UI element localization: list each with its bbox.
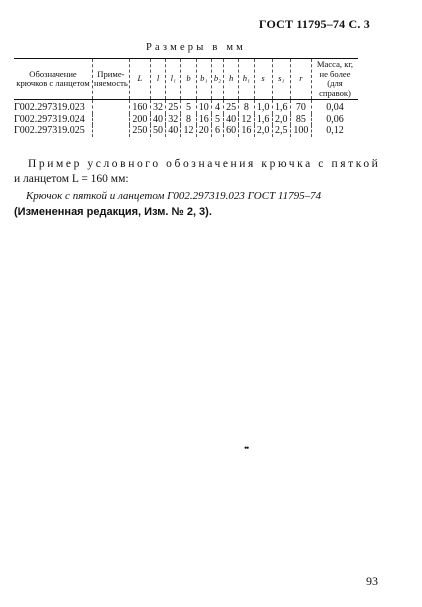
col-mass: Масса, кг, не более (для справок) (312, 59, 359, 100)
cell-applicability (93, 114, 130, 126)
cell-value: 32 (166, 114, 181, 126)
col-b1: b₁ (196, 59, 211, 100)
table-row (14, 125, 358, 137)
col-designation: Обозначение крючков с ланцетом (14, 59, 93, 100)
cell-value: 5 (211, 114, 223, 126)
cell-value: 2,5 (272, 125, 290, 137)
cell-mass: 0,12 (312, 125, 359, 137)
col-l: l (150, 59, 165, 100)
cell-value: 16 (196, 114, 211, 126)
example-heading-continued: и ланцетом L = 160 мм: (14, 173, 129, 185)
col-L: L (129, 59, 150, 100)
example-designation: Крючок с пяткой и ланцетом Г002.297319.023 ГОСТ 11795–74 (26, 190, 322, 202)
cell-value: 160 (129, 100, 150, 114)
cell-value: 60 (224, 125, 239, 137)
cell-value: 40 (150, 114, 165, 126)
cell-designation: Г002.297319.024 (14, 113, 85, 125)
cell-value: 40 (166, 125, 181, 137)
cell-mass: 0,06 (312, 114, 359, 126)
table-row (14, 100, 358, 114)
cell-applicability (93, 100, 130, 114)
cell-value: 2,0 (272, 114, 290, 126)
cell-value: 10 (196, 100, 211, 114)
change-note: (Измененная редакция, Изм. № 2, 3). (14, 206, 212, 218)
cell-value: 20 (196, 125, 211, 137)
cell-value: 16 (239, 125, 254, 137)
stray-marks: •• (244, 443, 249, 453)
cell-value: 8 (239, 100, 254, 114)
page-number: 93 (366, 574, 378, 588)
cell-value: 50 (150, 125, 165, 137)
col-h1: h₁ (239, 59, 254, 100)
sizes-caption: Размеры в мм (146, 42, 247, 53)
page-header: ГОСТ 11795–74 С. 3 (258, 17, 370, 31)
cell-designation: Г002.297319.023 (14, 102, 85, 113)
cell-value: 12 (239, 114, 254, 126)
col-s: s (254, 59, 272, 100)
cell-designation: Г002.297319.025 (14, 125, 85, 136)
cell-value: 85 (290, 114, 311, 126)
cell-value: 200 (129, 114, 150, 126)
cell-value: 12 (181, 125, 196, 137)
cell-applicability (93, 125, 130, 137)
col-s1: s₁ (272, 59, 290, 100)
cell-value: 1,6 (254, 114, 272, 126)
table-header-row (14, 59, 358, 100)
cell-value: 4 (211, 100, 223, 114)
col-r: r (290, 59, 311, 100)
cell-value: 250 (129, 125, 150, 137)
col-b2: b₂ (211, 59, 223, 100)
col-h: h (224, 59, 239, 100)
col-b: b (181, 59, 196, 100)
cell-mass: 0,04 (312, 100, 359, 114)
cell-value: 2,0 (254, 125, 272, 137)
table-row (14, 114, 358, 126)
cell-value: 40 (224, 114, 239, 126)
cell-value: 5 (181, 100, 196, 114)
cell-value: 70 (290, 100, 311, 114)
cell-value: 25 (224, 100, 239, 114)
cell-value: 100 (290, 125, 311, 137)
cell-value: 32 (150, 100, 165, 114)
cell-value: 1,6 (272, 100, 290, 114)
cell-value: 6 (211, 125, 223, 137)
cell-value: 25 (166, 100, 181, 114)
col-applicability: Приме-няемость (93, 59, 130, 100)
cell-value: 1,0 (254, 100, 272, 114)
cell-value: 8 (181, 114, 196, 126)
dimensions-table (14, 58, 358, 137)
col-l1: l₁ (166, 59, 181, 100)
example-heading: Пример условного обозначения крючка с пяткой (28, 158, 381, 170)
